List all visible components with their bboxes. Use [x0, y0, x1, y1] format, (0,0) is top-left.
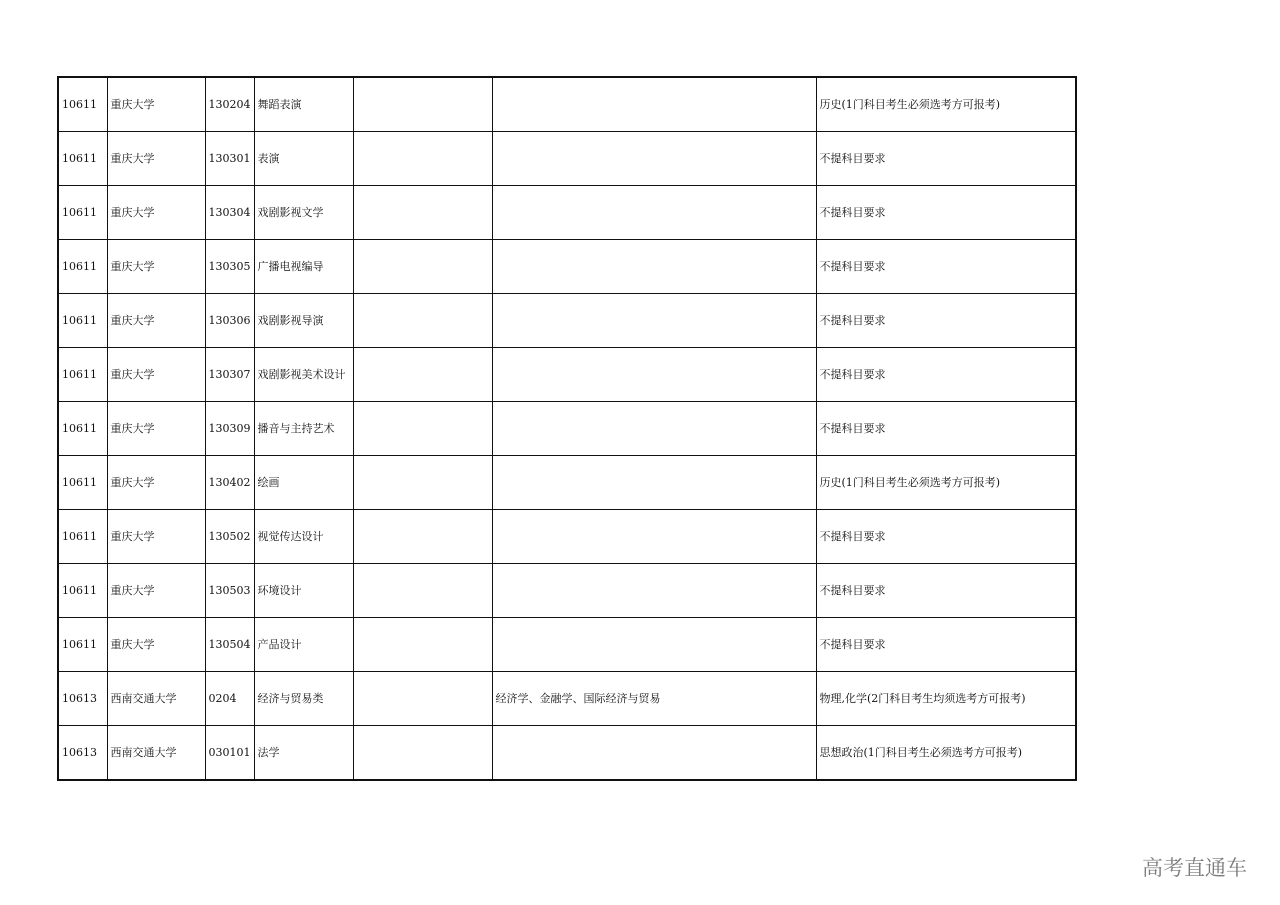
table-row [58, 618, 1076, 672]
institution-name-cell: 重庆大学 [107, 618, 205, 672]
included-majors-cell [492, 77, 816, 132]
major-code-cell: 030101 [205, 726, 254, 781]
institution-code-cell: 10611 [58, 456, 107, 510]
institution-code-cell: 10611 [58, 348, 107, 402]
institution-name-cell: 重庆大学 [107, 77, 205, 132]
included-majors-cell [492, 186, 816, 240]
institution-code-cell: 10611 [58, 77, 107, 132]
major-name-cell: 舞蹈表演 [254, 77, 353, 132]
institution-code-cell: 10613 [58, 672, 107, 726]
major-category-cell [353, 294, 492, 348]
major-code-cell: 130309 [205, 402, 254, 456]
major-category-cell [353, 618, 492, 672]
included-majors-cell [492, 348, 816, 402]
major-name-cell: 戏剧影视导演 [254, 294, 353, 348]
major-category-cell [353, 726, 492, 781]
major-code-cell: 130504 [205, 618, 254, 672]
table-row [58, 726, 1076, 781]
included-majors-cell [492, 132, 816, 186]
major-name-cell: 法学 [254, 726, 353, 781]
included-majors-cell [492, 564, 816, 618]
subject-requirement-cell: 不提科目要求 [816, 510, 1076, 564]
major-category-cell [353, 672, 492, 726]
major-code-cell: 130502 [205, 510, 254, 564]
major-code-cell: 130306 [205, 294, 254, 348]
institution-code-cell: 10611 [58, 402, 107, 456]
major-name-cell: 广播电视编导 [254, 240, 353, 294]
major-name-cell: 视觉传达设计 [254, 510, 353, 564]
table-body [58, 77, 1076, 780]
table-row [58, 402, 1076, 456]
institution-code-cell: 10611 [58, 294, 107, 348]
institution-name-cell: 重庆大学 [107, 402, 205, 456]
institution-code-cell: 10611 [58, 618, 107, 672]
major-name-cell: 戏剧影视文学 [254, 186, 353, 240]
major-category-cell [353, 402, 492, 456]
major-name-cell: 绘画 [254, 456, 353, 510]
major-name-cell: 戏剧影视美术设计 [254, 348, 353, 402]
institution-name-cell: 西南交通大学 [107, 672, 205, 726]
major-code-cell: 130307 [205, 348, 254, 402]
subject-requirement-cell: 不提科目要求 [816, 132, 1076, 186]
table-row [58, 510, 1076, 564]
institution-code-cell: 10611 [58, 510, 107, 564]
major-name-cell: 经济与贸易类 [254, 672, 353, 726]
table-row [58, 240, 1076, 294]
subject-requirement-cell: 历史(1门科目考生必须选考方可报考) [816, 77, 1076, 132]
major-code-cell: 130301 [205, 132, 254, 186]
subject-requirement-cell: 不提科目要求 [816, 240, 1076, 294]
subject-requirement-cell: 不提科目要求 [816, 348, 1076, 402]
included-majors-cell [492, 240, 816, 294]
institution-name-cell: 重庆大学 [107, 240, 205, 294]
institution-code-cell: 10611 [58, 186, 107, 240]
major-code-cell: 130503 [205, 564, 254, 618]
major-code-cell: 130305 [205, 240, 254, 294]
institution-code-cell: 10611 [58, 564, 107, 618]
subject-requirements-table [57, 76, 1077, 781]
major-code-cell: 130304 [205, 186, 254, 240]
institution-name-cell: 重庆大学 [107, 294, 205, 348]
table-row [58, 348, 1076, 402]
included-majors-cell [492, 456, 816, 510]
major-category-cell [353, 77, 492, 132]
subject-requirement-cell: 物理,化学(2门科目考生均须选考方可报考) [816, 672, 1076, 726]
major-name-cell: 产品设计 [254, 618, 353, 672]
institution-name-cell: 西南交通大学 [107, 726, 205, 781]
institution-name-cell: 重庆大学 [107, 186, 205, 240]
included-majors-cell [492, 402, 816, 456]
included-majors-cell [492, 726, 816, 781]
included-majors-cell [492, 294, 816, 348]
included-majors-cell [492, 618, 816, 672]
institution-name-cell: 重庆大学 [107, 564, 205, 618]
table-row [58, 132, 1076, 186]
included-majors-cell [492, 510, 816, 564]
subject-requirement-cell: 思想政治(1门科目考生必须选考方可报考) [816, 726, 1076, 781]
institution-name-cell: 重庆大学 [107, 456, 205, 510]
major-code-cell: 0204 [205, 672, 254, 726]
major-category-cell [353, 348, 492, 402]
institution-code-cell: 10611 [58, 240, 107, 294]
major-category-cell [353, 510, 492, 564]
major-category-cell [353, 456, 492, 510]
institution-name-cell: 重庆大学 [107, 132, 205, 186]
subject-requirement-cell: 不提科目要求 [816, 402, 1076, 456]
subject-requirement-cell: 不提科目要求 [816, 618, 1076, 672]
institution-name-cell: 重庆大学 [107, 348, 205, 402]
major-category-cell [353, 240, 492, 294]
included-majors-cell: 经济学、金融学、国际经济与贸易 [492, 672, 816, 726]
major-name-cell: 表演 [254, 132, 353, 186]
subject-requirement-cell: 不提科目要求 [816, 186, 1076, 240]
institution-code-cell: 10611 [58, 132, 107, 186]
major-name-cell: 环境设计 [254, 564, 353, 618]
major-name-cell: 播音与主持艺术 [254, 402, 353, 456]
major-code-cell: 130204 [205, 77, 254, 132]
major-code-cell: 130402 [205, 456, 254, 510]
table-row [58, 77, 1076, 132]
subject-requirement-cell: 不提科目要求 [816, 564, 1076, 618]
subject-requirement-cell: 历史(1门科目考生必须选考方可报考) [816, 456, 1076, 510]
table-row [58, 294, 1076, 348]
table-row [58, 456, 1076, 510]
institution-name-cell: 重庆大学 [107, 510, 205, 564]
major-category-cell [353, 564, 492, 618]
subject-requirement-cell: 不提科目要求 [816, 294, 1076, 348]
table-row [58, 672, 1076, 726]
table-row [58, 564, 1076, 618]
table-row [58, 186, 1076, 240]
major-category-cell [353, 186, 492, 240]
watermark-text: 高考直通车 [1142, 856, 1247, 880]
institution-code-cell: 10613 [58, 726, 107, 781]
major-category-cell [353, 132, 492, 186]
